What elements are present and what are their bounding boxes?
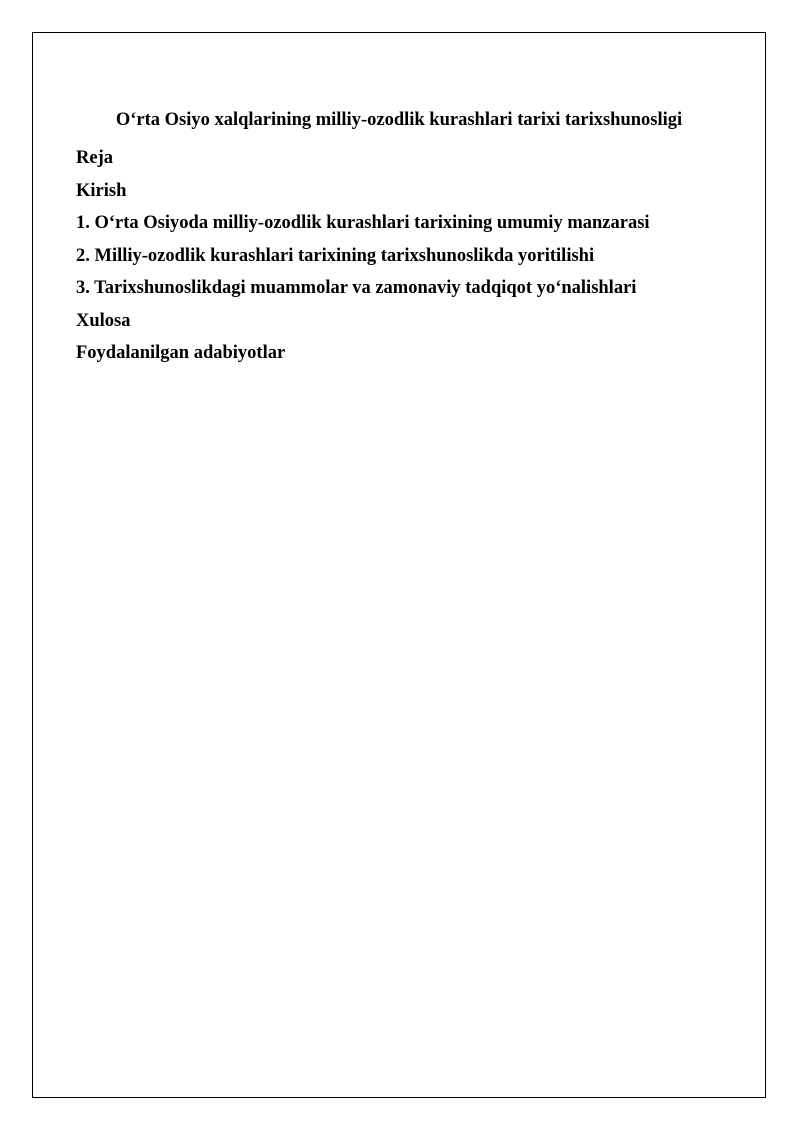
outline-heading-reja: Reja (76, 148, 113, 168)
document-title: O‘rta Osiyo xalqlarining milliy-ozodlik kurashlari tarixi tarixshunosligi (115, 110, 683, 130)
plan-outline (76, 142, 650, 370)
outline-item-xulosa: Xulosa (76, 310, 131, 331)
outline-item-adabiyotlar: Foydalanilgan adabiyotlar (76, 343, 286, 363)
outline-item-kirish: Kirish (76, 180, 127, 201)
outline-item-section-2: 2. Milliy-ozodlik kurashlari tarixining tarixshunoslikda yoritilishi (76, 245, 595, 266)
document-page (32, 32, 766, 1098)
outline-item-section-1: 1. O‘rta Osiyoda milliy-ozodlik kurashlari tarixining umumiy manzarasi (76, 213, 650, 233)
outline-item-section-3: 3. Tarixshunoslikdagi muammolar va zamonaviy tadqiqot yo‘nalishlari (76, 278, 637, 298)
